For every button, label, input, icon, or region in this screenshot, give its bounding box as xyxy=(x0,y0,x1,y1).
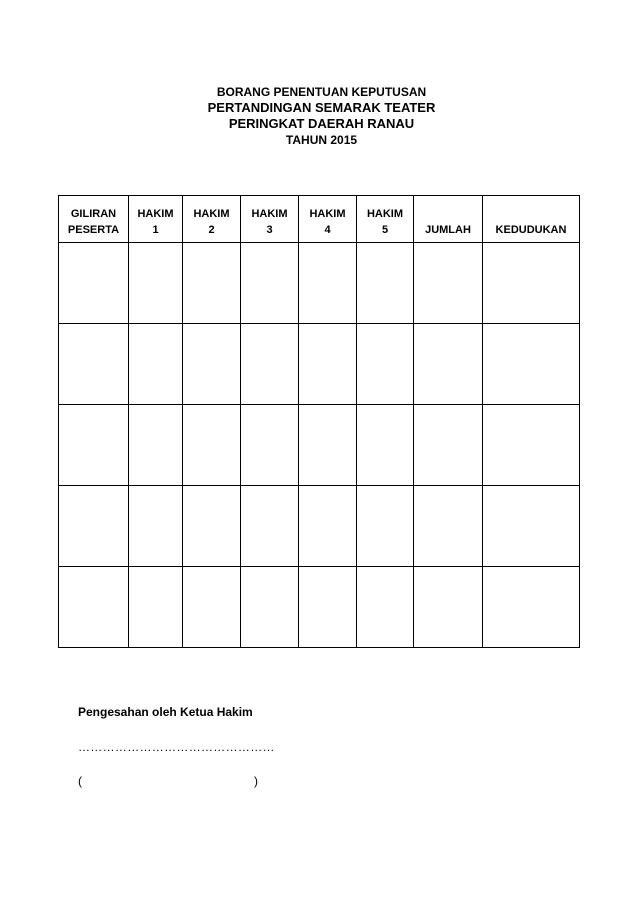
cell-hakim-3[interactable] xyxy=(241,324,299,405)
cell-hakim-1[interactable] xyxy=(129,243,183,324)
cell-giliran-peserta[interactable] xyxy=(59,405,129,486)
cell-hakim-2[interactable] xyxy=(183,567,241,648)
cell-hakim-2[interactable] xyxy=(183,324,241,405)
cell-kedudukan[interactable] xyxy=(483,405,580,486)
header-kedudukan: KEDUDUKAN xyxy=(483,196,580,243)
table-body xyxy=(59,243,580,648)
signature-dotted-line[interactable]: ………………………………………… xyxy=(78,740,275,754)
cell-hakim-1[interactable] xyxy=(129,567,183,648)
header-hakim-5: HAKIM 5 xyxy=(357,196,414,243)
cell-jumlah[interactable] xyxy=(414,405,483,486)
cell-hakim-5[interactable] xyxy=(357,486,414,567)
cell-kedudukan[interactable] xyxy=(483,243,580,324)
signature-name-field[interactable] xyxy=(78,774,258,788)
cell-hakim-5[interactable] xyxy=(357,567,414,648)
cell-giliran-peserta[interactable] xyxy=(59,567,129,648)
cell-hakim-4[interactable] xyxy=(299,405,357,486)
cell-hakim-1[interactable] xyxy=(129,405,183,486)
cell-hakim-3[interactable] xyxy=(241,405,299,486)
cell-kedudukan[interactable] xyxy=(483,567,580,648)
header-jumlah: JUMLAH xyxy=(414,196,483,243)
cell-jumlah[interactable] xyxy=(414,243,483,324)
close-parenthesis: ) xyxy=(254,774,258,788)
cell-hakim-2[interactable] xyxy=(183,243,241,324)
title-line-3: PERINGKAT DAERAH RANAU xyxy=(228,116,415,131)
header-hakim-3: HAKIM 3 xyxy=(241,196,299,243)
cell-hakim-3[interactable] xyxy=(241,486,299,567)
cell-hakim-1[interactable] xyxy=(129,486,183,567)
cell-hakim-1[interactable] xyxy=(129,324,183,405)
header-giliran-peserta: GILIRAN PESERTA xyxy=(59,196,129,243)
header-hakim-1: HAKIM 1 xyxy=(129,196,183,243)
form-title xyxy=(0,84,638,148)
cell-hakim-4[interactable] xyxy=(299,324,357,405)
cell-hakim-2[interactable] xyxy=(183,405,241,486)
title-line-1: BORANG PENENTUAN KEPUTUSAN xyxy=(216,85,427,99)
cell-giliran-peserta[interactable] xyxy=(59,324,129,405)
cell-hakim-4[interactable] xyxy=(299,567,357,648)
header-hakim-4: HAKIM 4 xyxy=(299,196,357,243)
title-line-4: TAHUN 2015 xyxy=(285,133,358,147)
table-row xyxy=(59,567,580,648)
cell-hakim-5[interactable] xyxy=(357,243,414,324)
cell-hakim-4[interactable] xyxy=(299,243,357,324)
cell-giliran-peserta[interactable] xyxy=(59,243,129,324)
table-row xyxy=(59,405,580,486)
signature-label: Pengesahan oleh Ketua Hakim xyxy=(78,705,253,719)
table-row xyxy=(59,486,580,567)
table-row xyxy=(59,324,580,405)
signature-block xyxy=(78,704,275,788)
cell-jumlah[interactable] xyxy=(414,567,483,648)
cell-hakim-3[interactable] xyxy=(241,567,299,648)
table-header-row xyxy=(59,196,580,243)
cell-hakim-4[interactable] xyxy=(299,486,357,567)
cell-hakim-2[interactable] xyxy=(183,486,241,567)
cell-kedudukan[interactable] xyxy=(483,324,580,405)
cell-hakim-5[interactable] xyxy=(357,324,414,405)
header-hakim-2: HAKIM 2 xyxy=(183,196,241,243)
cell-jumlah[interactable] xyxy=(414,486,483,567)
cell-hakim-3[interactable] xyxy=(241,243,299,324)
open-parenthesis: ( xyxy=(78,774,82,788)
cell-giliran-peserta[interactable] xyxy=(59,486,129,567)
result-table xyxy=(58,195,580,648)
cell-kedudukan[interactable] xyxy=(483,486,580,567)
cell-hakim-5[interactable] xyxy=(357,405,414,486)
title-line-2: PERTANDINGAN SEMARAK TEATER xyxy=(207,100,436,115)
table-row xyxy=(59,243,580,324)
cell-jumlah[interactable] xyxy=(414,324,483,405)
